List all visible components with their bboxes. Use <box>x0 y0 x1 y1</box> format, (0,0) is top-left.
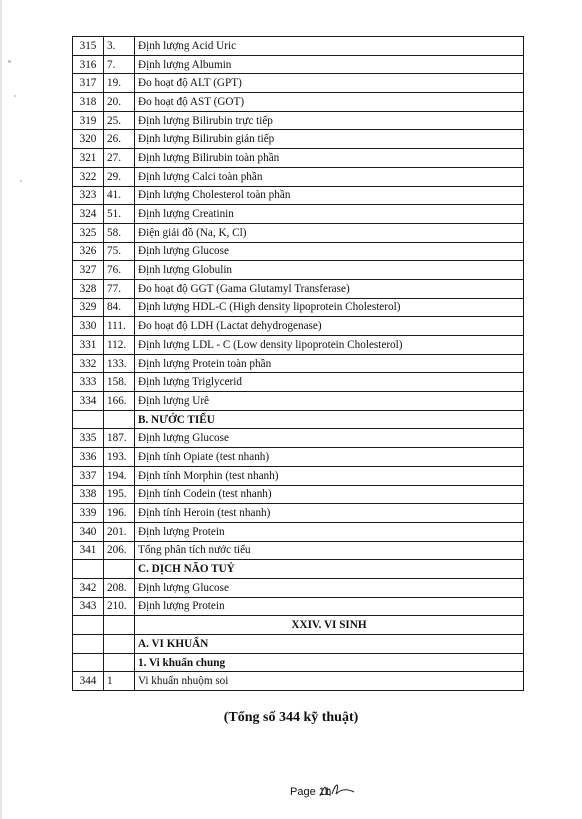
section-row <box>73 410 524 429</box>
technique-name-cell: Định lượng Calci toàn phần <box>135 167 524 186</box>
row-number-cell <box>73 616 104 635</box>
row-number-cell: 315 <box>73 37 104 56</box>
section-heading-cell: B. NƯỚC TIỂU <box>135 410 524 429</box>
section-row <box>73 653 524 672</box>
technique-name-cell: Định lượng Urê <box>135 392 524 411</box>
row-number-cell: 332 <box>73 354 104 373</box>
row-number-cell: 340 <box>73 522 104 541</box>
technique-name-cell: Đo hoạt độ ALT (GPT) <box>135 74 524 93</box>
table-row <box>73 578 524 597</box>
row-number-cell: 325 <box>73 223 104 242</box>
row-number-cell: 327 <box>73 261 104 280</box>
table-row <box>73 205 524 224</box>
technique-name-cell: Định tính Opiate (test nhanh) <box>135 448 524 467</box>
table-row <box>73 167 524 186</box>
row-number-cell: 343 <box>73 597 104 616</box>
row-number-cell: 333 <box>73 373 104 392</box>
table-row <box>73 672 524 691</box>
signature-mark <box>318 780 358 802</box>
item-code-cell: 112. <box>104 336 135 355</box>
table-row <box>73 504 524 523</box>
table-row <box>73 541 524 560</box>
row-number-cell <box>73 635 104 654</box>
item-code-cell: 20. <box>104 93 135 112</box>
row-number-cell: 321 <box>73 149 104 168</box>
technique-name-cell: Định lượng Globulin <box>135 261 524 280</box>
item-code-cell: 158. <box>104 373 135 392</box>
technique-name-cell: Định tính Heroin (test nhanh) <box>135 504 524 523</box>
technique-name-cell: Định tính Codein (test nhanh) <box>135 485 524 504</box>
item-code-cell <box>104 560 135 579</box>
section-heading-cell: C. DỊCH NÃO TUỶ <box>135 560 524 579</box>
item-code-cell <box>104 653 135 672</box>
technique-name-cell: Định lượng Protein <box>135 522 524 541</box>
table-row <box>73 298 524 317</box>
table-row <box>73 111 524 130</box>
page-number: Page 11 <box>290 786 331 798</box>
table-row <box>73 279 524 298</box>
item-code-cell: 166. <box>104 392 135 411</box>
item-code-cell: 84. <box>104 298 135 317</box>
row-number-cell: 336 <box>73 448 104 467</box>
row-number-cell: 337 <box>73 466 104 485</box>
table-row <box>73 223 524 242</box>
technique-name-cell: Đo hoạt độ GGT (Gama Glutamyl Transferase) <box>135 279 524 298</box>
table-row <box>73 522 524 541</box>
row-number-cell: 330 <box>73 317 104 336</box>
technique-name-cell: Định lượng Glucose <box>135 242 524 261</box>
technique-table-body <box>73 37 524 691</box>
row-number-cell <box>73 653 104 672</box>
item-code-cell: 194. <box>104 466 135 485</box>
item-code-cell: 187. <box>104 429 135 448</box>
section-heading-cell: A. VI KHUẨN <box>135 635 524 654</box>
table-row <box>73 392 524 411</box>
chapter-heading-cell: XXIV. VI SINH <box>135 616 524 635</box>
total-summary: (Tổng số 344 kỹ thuật) <box>223 710 359 725</box>
technique-table <box>72 36 524 691</box>
technique-name-cell: Định lượng Protein <box>135 597 524 616</box>
row-number-cell: 324 <box>73 205 104 224</box>
item-code-cell: 27. <box>104 149 135 168</box>
technique-name-cell: Định lượng Creatinin <box>135 205 524 224</box>
scan-speck <box>8 60 11 63</box>
item-code-cell: 41. <box>104 186 135 205</box>
table-row <box>73 317 524 336</box>
row-number-cell <box>73 410 104 429</box>
table-row <box>73 354 524 373</box>
table-row <box>73 448 524 467</box>
technique-name-cell: Định lượng Glucose <box>135 429 524 448</box>
row-number-cell: 318 <box>73 93 104 112</box>
table-row <box>73 597 524 616</box>
item-code-cell: 29. <box>104 167 135 186</box>
item-code-cell <box>104 410 135 429</box>
row-number-cell: 320 <box>73 130 104 149</box>
table-row <box>73 186 524 205</box>
row-number-cell: 341 <box>73 541 104 560</box>
row-number-cell: 319 <box>73 111 104 130</box>
item-code-cell: 26. <box>104 130 135 149</box>
technique-name-cell: Điện giải đồ (Na, K, Cl) <box>135 223 524 242</box>
table-row <box>73 261 524 280</box>
row-number-cell: 334 <box>73 392 104 411</box>
table-row <box>73 149 524 168</box>
item-code-cell: 51. <box>104 205 135 224</box>
row-number-cell: 342 <box>73 578 104 597</box>
row-number-cell: 338 <box>73 485 104 504</box>
item-code-cell: 206. <box>104 541 135 560</box>
item-code-cell: 111. <box>104 317 135 336</box>
technique-name-cell: Đo hoạt độ AST (GOT) <box>135 93 524 112</box>
section-heading-cell: 1. Vi khuẩn chung <box>135 653 524 672</box>
item-code-cell <box>104 616 135 635</box>
item-code-cell: 76. <box>104 261 135 280</box>
row-number-cell: 323 <box>73 186 104 205</box>
item-code-cell: 195. <box>104 485 135 504</box>
item-code-cell: 208. <box>104 578 135 597</box>
item-code-cell: 133. <box>104 354 135 373</box>
technique-name-cell: Định lượng Acid Uric <box>135 37 524 56</box>
technique-name-cell: Định lượng Bilirubin toàn phần <box>135 149 524 168</box>
item-code-cell: 7. <box>104 55 135 74</box>
scan-speck <box>20 180 22 182</box>
technique-name-cell: Định lượng Glucose <box>135 578 524 597</box>
row-number-cell: 316 <box>73 55 104 74</box>
technique-name-cell: Đo hoạt độ LDH (Lactat dehydrogenase) <box>135 317 524 336</box>
row-number-cell: 326 <box>73 242 104 261</box>
table-row <box>73 93 524 112</box>
technique-name-cell: Định lượng Bilirubin gián tiếp <box>135 130 524 149</box>
technique-name-cell: Định lượng Protein toàn phần <box>135 354 524 373</box>
technique-name-cell: Tổng phân tích nước tiểu <box>135 541 524 560</box>
row-number-cell: 331 <box>73 336 104 355</box>
item-code-cell: 19. <box>104 74 135 93</box>
row-number-cell: 322 <box>73 167 104 186</box>
row-number-cell: 328 <box>73 279 104 298</box>
technique-name-cell: Định lượng Albumin <box>135 55 524 74</box>
table-row <box>73 466 524 485</box>
item-code-cell: 77. <box>104 279 135 298</box>
technique-name-cell: Định lượng Cholesterol toàn phần <box>135 186 524 205</box>
table-row <box>73 485 524 504</box>
item-code-cell: 1 <box>104 672 135 691</box>
technique-name-cell: Vi khuẩn nhuộm soi <box>135 672 524 691</box>
scan-speck <box>14 95 16 97</box>
item-code-cell <box>104 635 135 654</box>
row-number-cell: 329 <box>73 298 104 317</box>
table-row <box>73 242 524 261</box>
item-code-cell: 196. <box>104 504 135 523</box>
table-row <box>73 429 524 448</box>
item-code-cell: 201. <box>104 522 135 541</box>
table-row <box>73 55 524 74</box>
table-row <box>73 37 524 56</box>
item-code-cell: 58. <box>104 223 135 242</box>
item-code-cell: 193. <box>104 448 135 467</box>
row-number-cell: 317 <box>73 74 104 93</box>
table-row <box>73 74 524 93</box>
item-code-cell: 25. <box>104 111 135 130</box>
technique-name-cell: Định lượng Bilirubin trực tiếp <box>135 111 524 130</box>
section-row <box>73 560 524 579</box>
row-number-cell: 335 <box>73 429 104 448</box>
chapter-row <box>73 616 524 635</box>
row-number-cell: 344 <box>73 672 104 691</box>
technique-name-cell: Định lượng LDL - C (Low density lipoprotein Cholesterol) <box>135 336 524 355</box>
row-number-cell <box>73 560 104 579</box>
table-row <box>73 373 524 392</box>
table-row <box>73 130 524 149</box>
page-edge <box>0 0 2 819</box>
technique-name-cell: Định tính Morphin (test nhanh) <box>135 466 524 485</box>
item-code-cell: 3. <box>104 37 135 56</box>
section-row <box>73 635 524 654</box>
row-number-cell: 339 <box>73 504 104 523</box>
table-row <box>73 336 524 355</box>
item-code-cell: 75. <box>104 242 135 261</box>
item-code-cell: 210. <box>104 597 135 616</box>
technique-name-cell: Định lượng Triglycerid <box>135 373 524 392</box>
technique-name-cell: Định lượng HDL-C (High density lipoprotein Cholesterol) <box>135 298 524 317</box>
